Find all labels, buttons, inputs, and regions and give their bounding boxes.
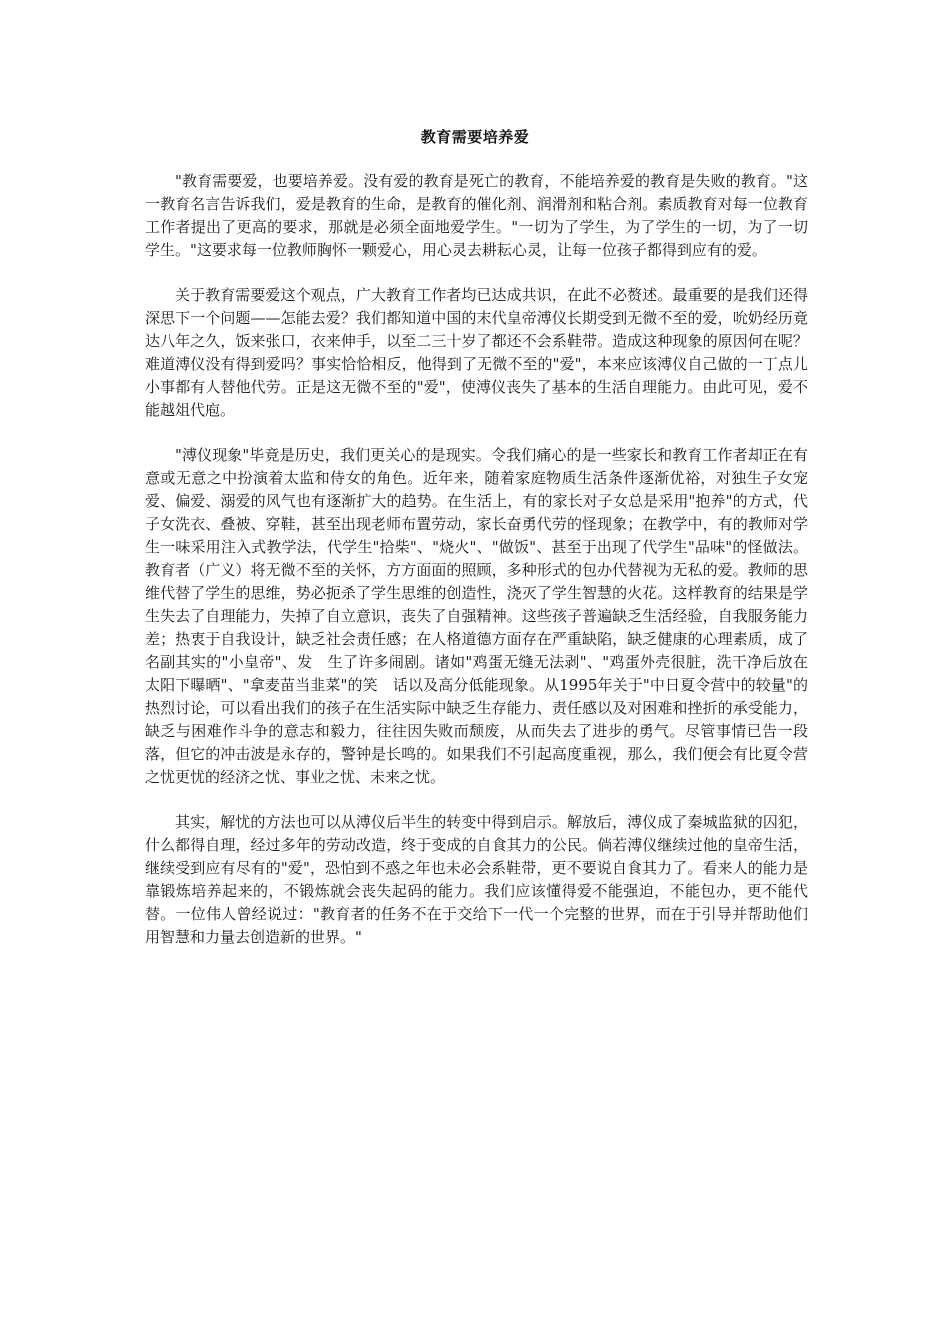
document-title: 教育需要培养爱 xyxy=(420,128,530,146)
paragraph-3: "溥仪现象"毕竟是历史，我们更关心的是现实。令我们痛心的是一些家长和教育工作者却正在有意或无意之中扮演着太监和侍女的角色。近年来，随着家庭物质生活条件逐渐优裕，对独生子女宠爱、偏爱、溺爱的风气也有逐渐扩大的趋势。在生活上，有的家长对子女总是采用"抱养"的方式，代子女洗衣、叠被、穿鞋，甚至出现老师布置劳动，家长奋勇代劳的怪现象；在教学中，有的教师对学生一味采用注入式教学法，代学生"拾柴"、"烧火"、"做饭"、甚至于出现了代学生"品味"的怪做法。教育者（广义）将无微不至的关怀，方方面面的照顾，多种形式的包办代替视为无私的爱。教师的思维代替了学生的思维，势必扼杀了学生思维的创造性，浇灭了学生智慧的火花。这样教育的结果是学生失去了自理能力，失掉了自立意识，丧失了自强精神。这些孩子普遍缺乏生活经验，自我服务能力差；热衷于自我设计，缺乏社会责任感；在人格道德方面存在严重缺陷，缺乏健康的心理素质，成了名副其实的"小皇帝"、发 生了许多闹剧。诸如"鸡蛋无缝无法剥"、"鸡蛋外壳很脏，洗干净后放在太阳下曝晒"、"拿麦苗当韭菜"的笑 话以及高分低能现象。从1995年关于"中日夏令营中的较量"的热烈讨论，可以看出我们的孩子在生活实际中缺乏生存能力、责任感以及对困难和挫折的承受能力，缺乏与困难作斗争的意志和毅力，往往因失败而颓废，从而失去了进步的勇气。尽管事情已告一段落，但它的冲击波是永存的，警钟是长鸣的。如果我们不引起高度重视，那么，我们便会有比夏令营之忧更忧的经济之忧、事业之忧、未来之忧。 xyxy=(145,446,808,786)
document-body xyxy=(145,170,808,971)
paragraph-1: "教育需要爱，也要培养爱。没有爱的教育是死亡的教育，不能培养爱的教育是失败的教育。"这一教育名言告诉我们，爱是教育的生命，是教育的催化剂、润滑剂和粘合剂。素质教育对每一位教育工作者提出了更高的要求，那就是必须全面地爱学生。"一切为了学生，为了学生的一切，为了一切学生。"这要求每一位教师胸怀一颗爱心，用心灵去耕耘心灵，让每一位孩子都得到应有的爱。 xyxy=(145,172,808,259)
paragraph-4: 其实，解忧的方法也可以从溥仪后半生的转变中得到启示。解放后，溥仪成了秦城监狱的囚犯，什么都得自理，经过多年的劳动改造，终于变成的自食其力的公民。倘若溥仪继续过他的皇帝生活，继续受到应有尽有的"爱"，恐怕到不惑之年也未必会系鞋带，更不要说自食其力了。看来人的能力是靠锻炼培养起来的，不锻炼就会丧失起码的能力。我们应该懂得爱不能强迫，不能包办，更不能代替。一位伟人曾经说过："教育者的任务不在于交给下一代一个完整的世界，而在于引导并帮助他们用智慧和力量去创造新的世界。" xyxy=(145,813,808,946)
paragraph-2: 关于教育需要爱这个观点，广大教育工作者均已达成共识，在此不必赘述。最重要的是我们还得深思下一个问题——怎能去爱？我们都知道中国的末代皇帝溥仪长期受到无微不至的爱，吮奶经历竟达八年之久，饭来张口，衣来伸手，以至二三十岁了都还不会系鞋带。造成这种现象的原因何在呢？难道溥仪没有得到爱吗？事实恰恰相反，他得到了无微不至的"爱"，本来应该溥仪自己做的一丁点儿小事都有人替他代劳。正是这无微不至的"爱"，使溥仪丧失了基本的生活自理能力。由此可见，爱不能越俎代庖。 xyxy=(145,286,808,419)
